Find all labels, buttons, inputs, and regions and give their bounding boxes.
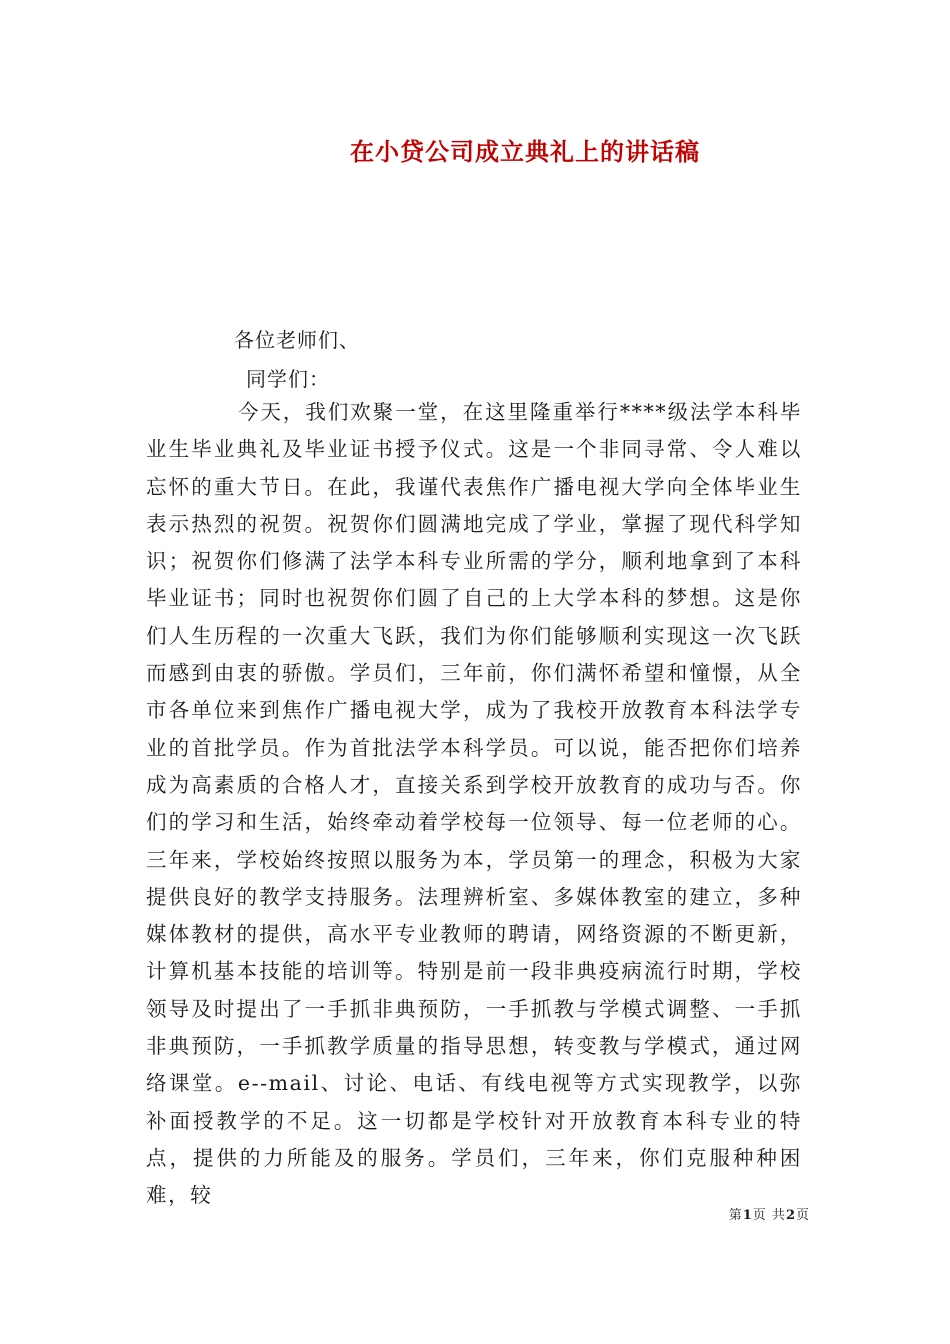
footer-total-pages: 2: [785, 1208, 796, 1223]
document-title: 在小贷公司成立典礼上的讲话稿: [350, 137, 700, 166]
speech-body-paragraph: 今天，我们欢聚一堂，在这里隆重举行****级法学本科毕业生毕业典礼及毕业证书授予仪式。这是一个非同寻常、令人难以忘怀的重大节日。在此，我谨代表焦作广播电视大学向全体毕业生表示热烈的祝贺。祝贺你们圆满地完成了学业，掌握了现代科学知识；祝贺你们修满了法学本科专业所需的学分，顺利地拿到了本科毕业证书；同时也祝贺你们圆了自己的上大学本科的梦想。这是你们人生历程的一次重大飞跃，我们为你们能够顺利实现这一次飞跃而感到由衷的骄傲。学员们，三年前，你们满怀希望和憧憬，从全市各单位来到焦作广播电视大学，成为了我校开放教育本科法学专业的首批学员。作为首批法学本科学员。可以说，能否把你们培养成为高素质的合格人才，直接关系到学校开放教育的成功与否。你们的学习和生活，始终牵动着学校每一位领导、每一位老师的心。三年来，学校始终按照以服务为本，学员第一的理念，积极为大家提供良好的教学支持服务。法理辨析室、多媒体教室的建立，多种媒体教材的提供，高水平专业教师的聘请，网络资源的不断更新，计算机基本技能的培训等。特别是前一段非典疫病流行时期，学校领导及时提出了一手抓非典预防，一手抓教与学模式调整、一手抓非典预防，一手抓教学质量的指导思想，转变教与学模式，通过网络课堂。e--mail、讨论、电话、有线电视等方式实现教学，以弥补面授教学的不足。这一切都是学校针对开放教育本科专业的特点，提供的力所能及的服务。学员们，三年来，你们克服种种困难，较: [146, 400, 802, 1208]
footer-suffix: 页: [795, 1208, 810, 1223]
page-number-footer: [729, 1204, 810, 1223]
footer-current-page: 1: [742, 1208, 753, 1223]
footer-middle: 页 共: [752, 1208, 786, 1223]
salutation-students: 同学们：: [246, 367, 330, 391]
salutation-teachers: 各位老师们、: [234, 328, 360, 352]
footer-prefix: 第: [728, 1208, 743, 1223]
